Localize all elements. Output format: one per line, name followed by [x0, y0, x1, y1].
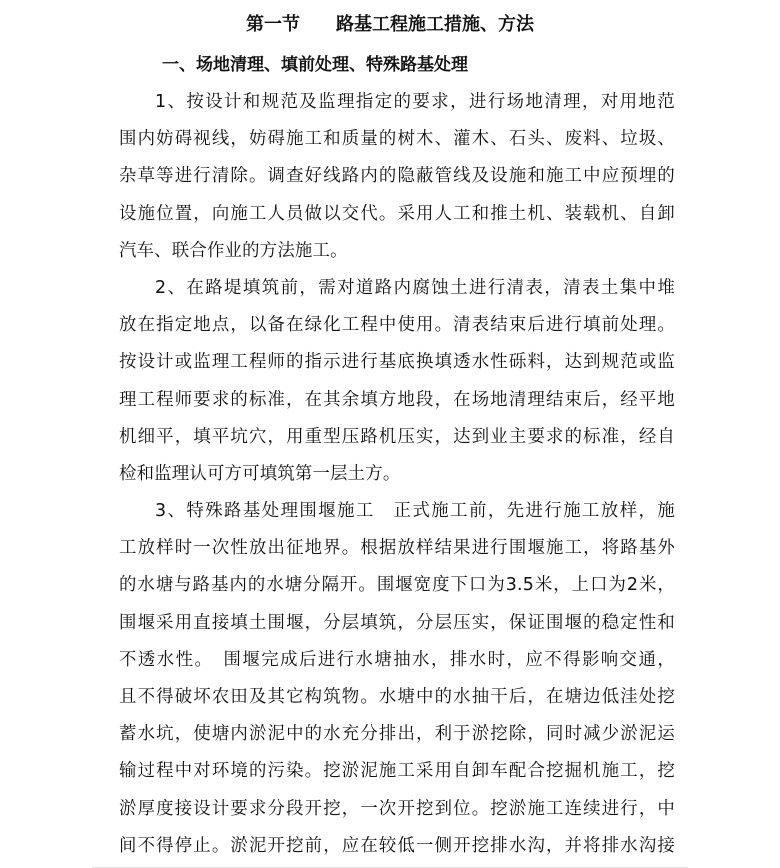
text-line: 汽车、联合作业的方法施工。 — [119, 240, 348, 261]
text-line: 的水塘与路基内的水塘分隔开。围堰宽度下口为3.5米，上口为2米， — [119, 575, 675, 596]
paragraph-1 — [119, 84, 675, 270]
text-line: 机细平，填平坑穴，用重型压路机压实，达到业主要求的标准，经自 — [119, 426, 675, 447]
text-line: 按设计或监理工程师的指示进行基底换填透水性砾料，达到规范或监 — [119, 352, 675, 373]
text-line: 1、按设计和规范及监理指定的要求，进行场地清理，对用地范 — [155, 92, 675, 112]
section-title: 第一节 路基工程施工措施、方法 — [246, 14, 534, 35]
text-line: 2、在路堤填筑前，需对道路内腐蚀土进行清表，清表土集中堆 — [155, 277, 675, 298]
text-line: 放在指定地点，以备在绿化工程中使用。清表结束后进行填前处理。 — [119, 315, 675, 336]
text-line: 理工程师要求的标准，在其余填方地段，在场地清理结束后，经平地 — [119, 389, 675, 410]
text-line: 间不得停止。淤泥开挖前，应在较低一侧开挖排水沟，并将排水沟接 — [119, 835, 675, 856]
text-line: 检和监理认可方可填筑第一层土方。 — [119, 463, 401, 484]
text-line: 淤厚度接设计要求分段开挖，一次开挖到位。挖淤施工连续进行，中 — [119, 798, 675, 819]
text-line: 蓄水坑，使塘内淤泥中的水充分排出，利于淤挖除，同时减少淤泥运 — [119, 724, 675, 745]
paragraph-2 — [119, 270, 675, 493]
text-line: 3、特殊路基处理围堰施工 正式施工前，先进行施工放样，施 — [155, 501, 675, 522]
paragraph-3 — [119, 493, 675, 865]
text-line: 且不得破坏农田及其它构筑物。水塘中的水抽干后，在塘边低洼处挖 — [119, 687, 675, 707]
text-line: 不透水性。 围堰完成后进行水塘抽水，排水时，应不得影响交通， — [119, 649, 675, 670]
text-line: 设施位置，向施工人员做以交代。采用人工和推土机、装载机、自卸 — [119, 203, 675, 224]
text-line: 围内妨碍视线，妨碍施工和质量的树木、灌木、石头、废料、垃圾、 — [119, 129, 675, 150]
text-line: 输过程中对环境的污染。挖淤泥施工采用自卸车配合挖掘机施工，挖 — [119, 761, 675, 782]
text-line: 工放样时一次性放出征地界。根据放样结果进行围堰施工，将路基外 — [119, 538, 675, 559]
subsection-heading: 一、场地清理、填前处理、特殊路基处理 — [162, 55, 468, 75]
text-line: 杂草等进行清除。调查好线路内的隐蔽管线及设施和施工中应预埋的 — [119, 166, 675, 187]
document-body — [119, 84, 675, 865]
text-line: 围堰采用直接填土围堰，分层填筑，分层压实，保证围堰的稳定性和 — [119, 612, 675, 633]
